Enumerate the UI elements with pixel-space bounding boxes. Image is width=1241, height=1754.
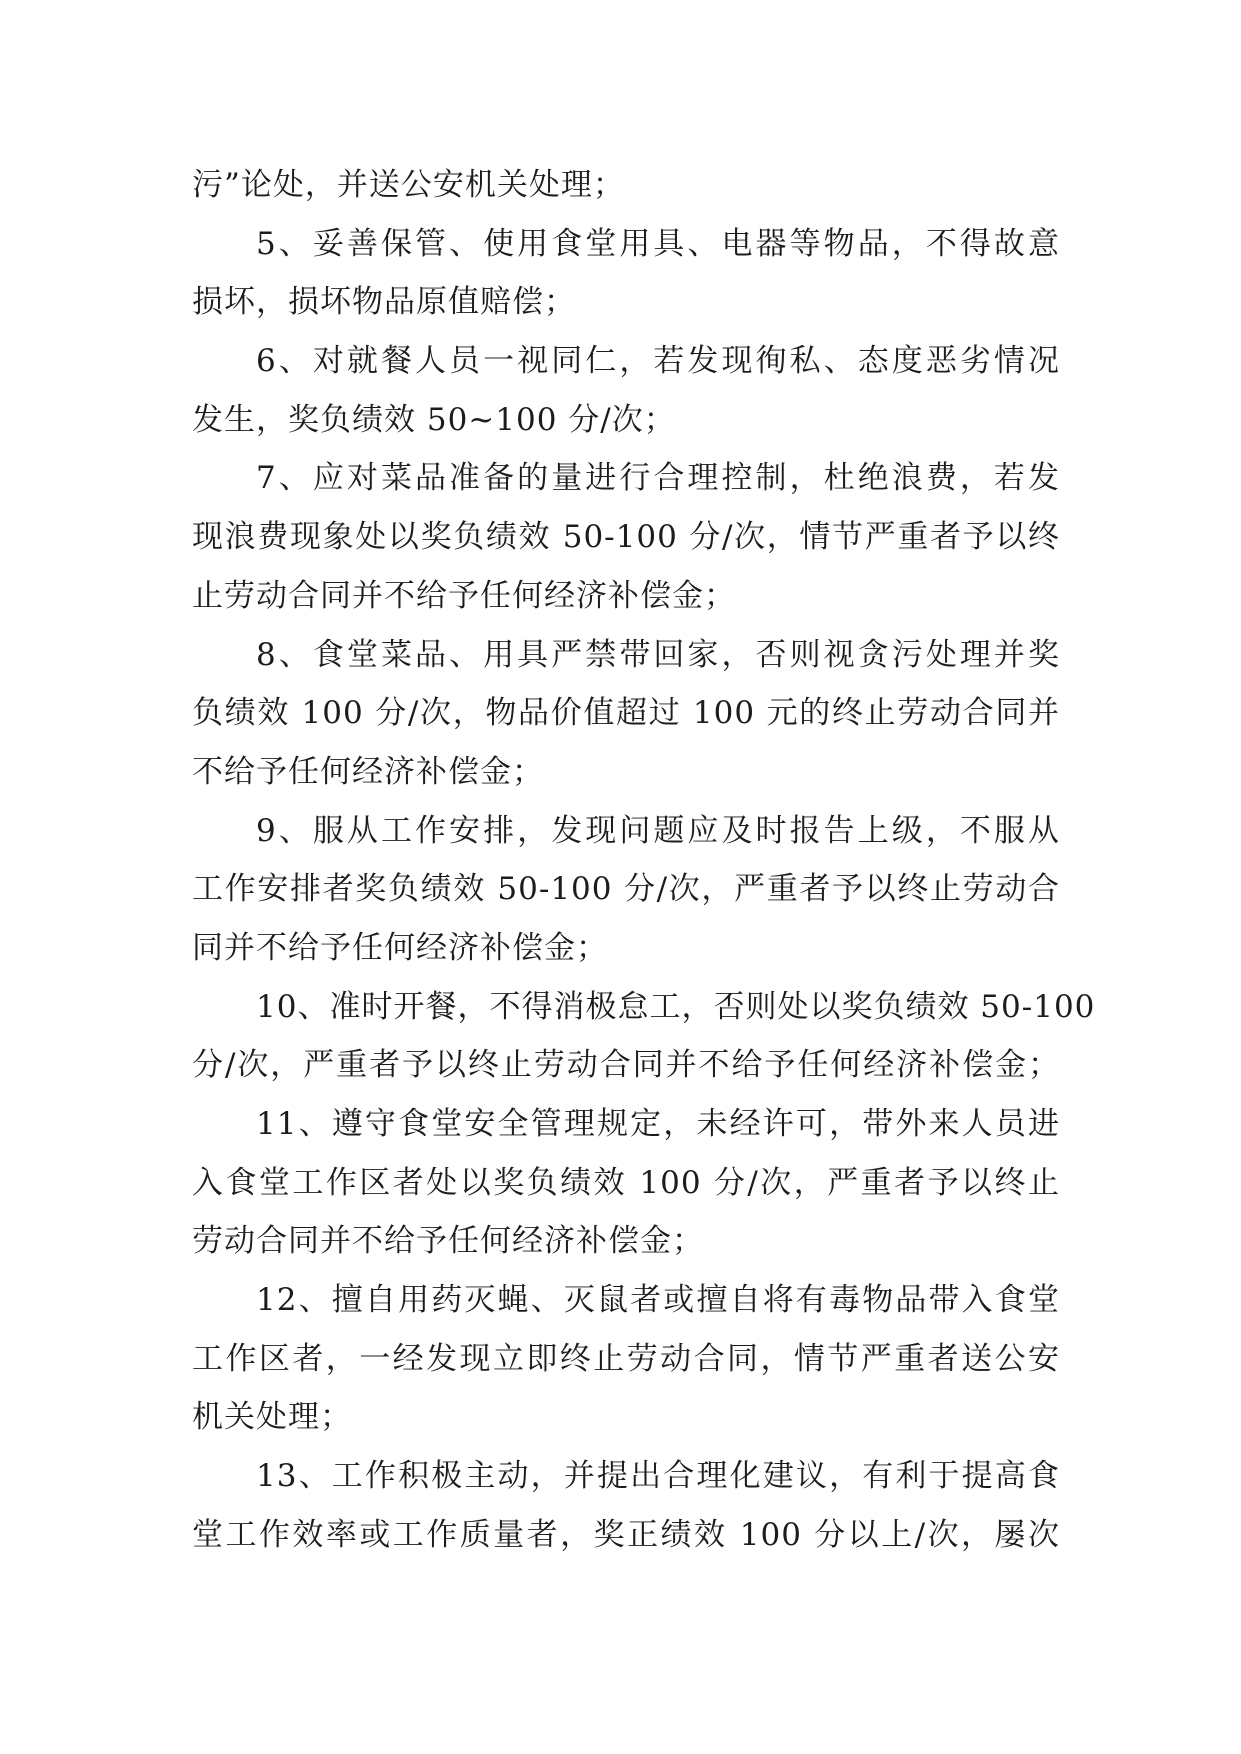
paragraph-item-5 <box>192 215 1060 332</box>
text-line: 污”论处，并送公安机关处理； <box>192 167 625 203</box>
text-line: 8、食堂菜品、用具严禁带回家，否则视贪污处理并奖 <box>256 636 1060 673</box>
text-line: 劳动合同并不给予任何经济补偿金； <box>192 1223 704 1260</box>
paragraph-item-10 <box>192 978 1096 1095</box>
paragraph-item-11 <box>192 1095 1060 1271</box>
text-line: 12、擅自用药灭蝇、灭鼠者或擅自将有毒物品带入食堂 <box>256 1282 1060 1319</box>
text-line: 11、遵守食堂安全管理规定，未经许可，带外来人员进 <box>256 1106 1060 1142</box>
text-line: 7、应对菜品准备的量进行合理控制，杜绝浪费，若发 <box>256 460 1060 497</box>
paragraph-item-7 <box>192 449 1060 625</box>
text-line: 止劳动合同并不给予任何经济补偿金； <box>192 577 736 614</box>
text-line: 10、准时开餐，不得消极怠工，否则处以奖负绩效 50-100 <box>256 988 1096 1025</box>
text-line: 负绩效 100 分/次，物品价值超过 100 元的终止劳动合同并 <box>192 695 1060 732</box>
text-line: 5、妥善保管、使用食堂用具、电器等物品，不得故意 <box>256 225 1060 262</box>
text-line: 不给予任何经济补偿金； <box>192 753 544 790</box>
text-line: 工作安排者奖负绩效 50-100 分/次，严重者予以终止劳动合 <box>192 871 1060 908</box>
text-line: 6、对就餐人员一视同仁，若发现徇私、态度恶劣情况 <box>256 343 1060 380</box>
paragraph-item-13 <box>192 1447 1060 1564</box>
paragraph-item-9 <box>192 802 1060 978</box>
text-line: 工作区者，一经发现立即终止劳动合同，情节严重者送公安 <box>192 1340 1060 1377</box>
paragraph-continuation <box>192 156 1060 215</box>
text-line: 损坏，损坏物品原值赔偿； <box>192 284 576 321</box>
text-line: 发生，奖负绩效 50~100 分/次； <box>192 401 676 438</box>
text-line: 同并不给予任何经济补偿金； <box>192 929 608 966</box>
document-body <box>192 156 1096 1565</box>
text-line: 13、工作积极主动，并提出合理化建议，有利于提高食 <box>256 1458 1060 1495</box>
text-line: 入食堂工作区者处以奖负绩效 100 分/次，严重者予以终止 <box>192 1164 1060 1201</box>
text-line: 分/次，严重者予以终止劳动合同并不给予任何经济补偿金； <box>192 1047 1060 1084</box>
paragraph-item-6 <box>192 332 1060 449</box>
paragraph-item-8 <box>192 626 1060 802</box>
text-line: 机关处理； <box>192 1399 352 1436</box>
text-line: 9、服从工作安排，发现问题应及时报告上级，不服从 <box>256 812 1060 849</box>
text-line: 现浪费现象处以奖负绩效 50-100 分/次，情节严重者予以终 <box>192 519 1060 556</box>
paragraph-item-12 <box>192 1271 1060 1447</box>
text-line: 堂工作效率或工作质量者，奖正绩效 100 分以上/次，屡次 <box>192 1516 1060 1553</box>
